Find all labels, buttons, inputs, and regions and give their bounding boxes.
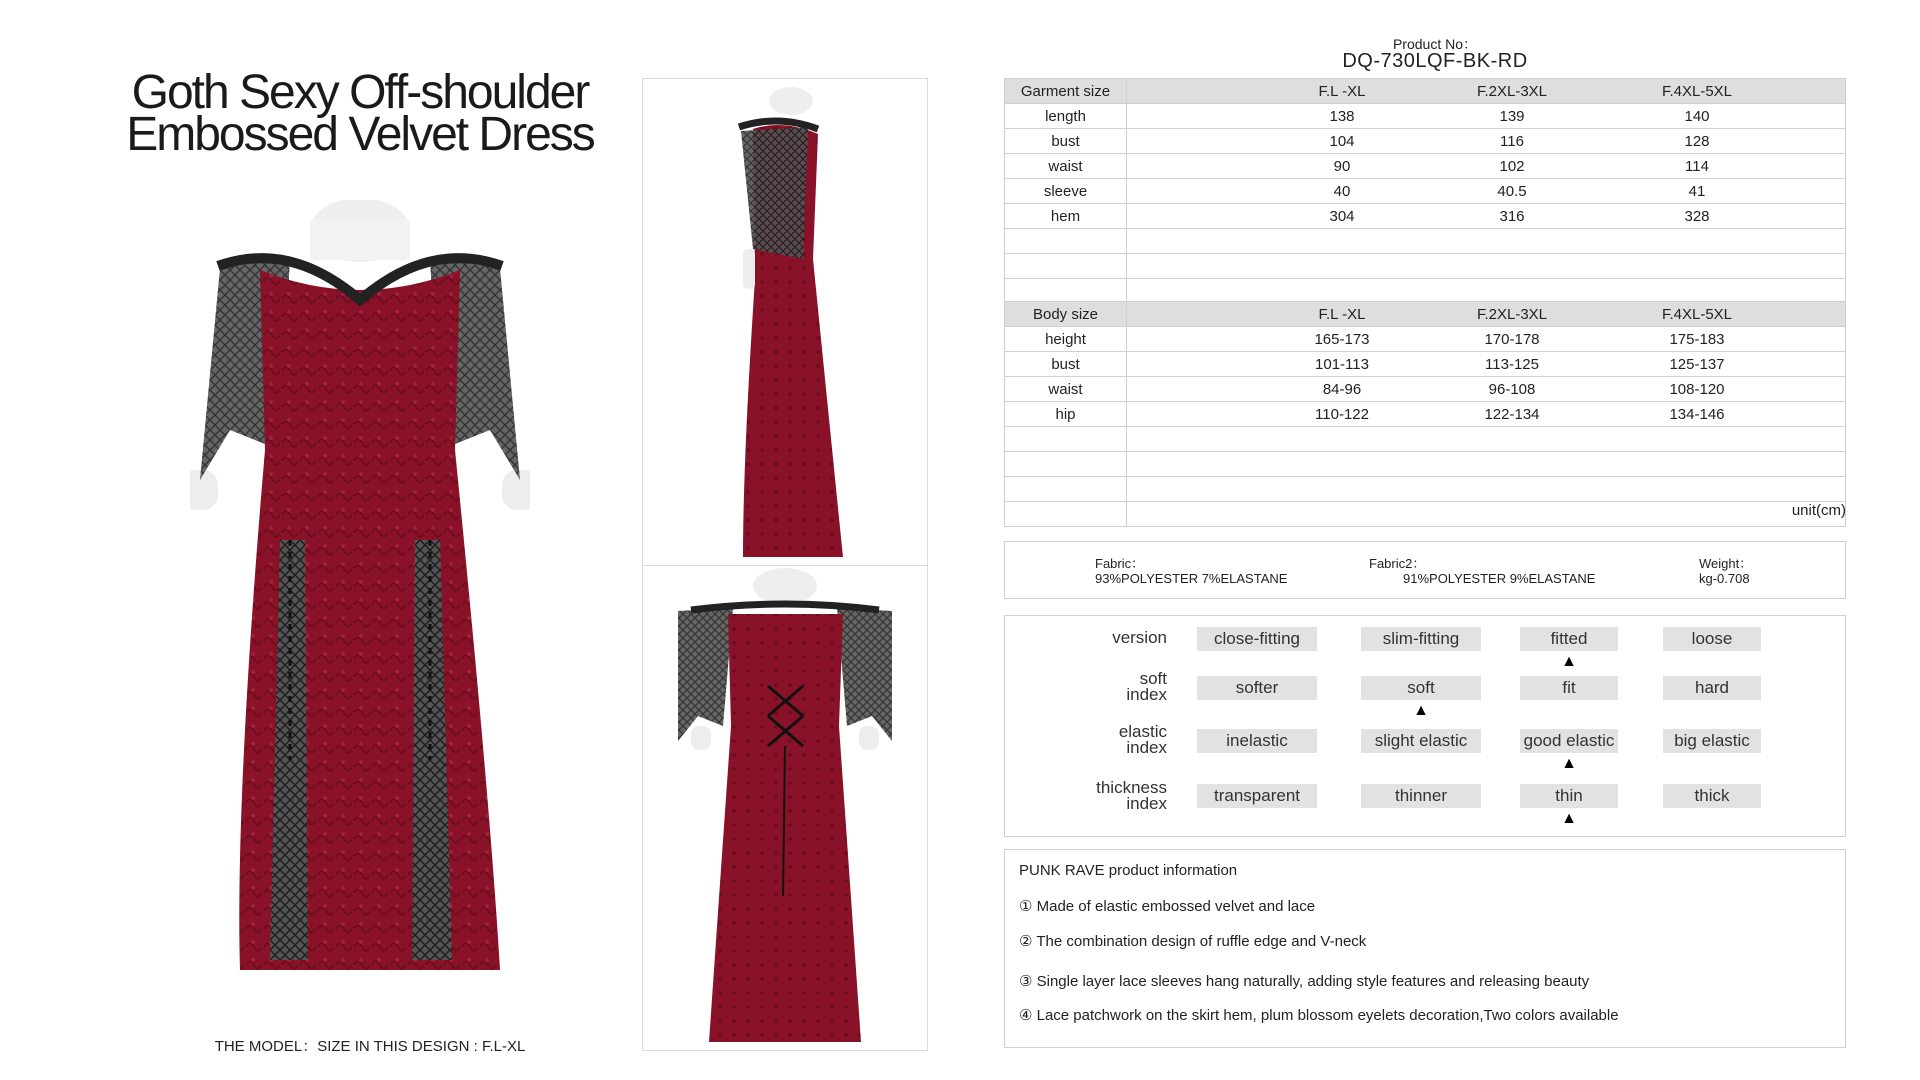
table-cell: 175-183 <box>1669 330 1725 348</box>
table-header-cell: F.2XL-3XL <box>1476 82 1548 100</box>
product-title <box>110 66 610 161</box>
version-label: version <box>1112 628 1167 647</box>
option-slight-elastic: slight elastic <box>1361 729 1481 753</box>
row-label: hip <box>1005 402 1127 427</box>
body-size-table <box>1004 301 1846 527</box>
table-row <box>1005 154 1846 179</box>
fit-index-box <box>1004 615 1846 837</box>
option-fitted: fitted <box>1520 627 1618 651</box>
table-cell: 140 <box>1684 107 1710 125</box>
product-number-label: Product No： <box>1392 36 1478 52</box>
table-cell: 110-122 <box>1315 405 1369 423</box>
table-header-cell: F.L -XL <box>1318 82 1366 100</box>
fabric-2-value: 91%POLYESTER 9%ELASTANE <box>1403 571 1596 586</box>
table-cell: 96-108 <box>1488 380 1536 398</box>
option-hard: hard <box>1663 676 1761 700</box>
table-row <box>1005 352 1846 377</box>
table-cell: 104 <box>1329 132 1355 150</box>
table-cell: 165-173 <box>1314 330 1370 348</box>
table-header-cell: F.L -XL <box>1318 305 1366 323</box>
selected-marker-icon: ▲ <box>1561 653 1577 670</box>
empty-row <box>1005 254 1846 279</box>
table-cell: 134-146 <box>1669 405 1725 423</box>
selected-marker-icon: ▲ <box>1413 702 1429 719</box>
thickness-index-label: thickness index <box>1096 778 1167 813</box>
table-header-cell: F.4XL-5XL <box>1661 82 1733 100</box>
table-cell: 40.5 <box>1497 182 1527 200</box>
empty-row <box>1005 229 1846 254</box>
table-cell: 139 <box>1499 107 1525 125</box>
front-view-image <box>190 200 530 980</box>
back-view-image <box>642 565 928 1051</box>
table-cell: 84-96 <box>1322 380 1362 398</box>
table-row <box>1005 204 1846 229</box>
option-thinner: thinner <box>1361 784 1481 808</box>
table-header-cell: F.2XL-3XL <box>1476 305 1548 323</box>
table-cell: 102 <box>1499 157 1525 175</box>
option-inelastic: inelastic <box>1197 729 1317 753</box>
table-header-cell: F.4XL-5XL <box>1661 305 1733 323</box>
weight <box>1699 556 1752 586</box>
table-cell: 122-134 <box>1484 405 1540 423</box>
table-cell: 114 <box>1685 157 1709 175</box>
table-row <box>1005 179 1846 204</box>
row-label: waist <box>1005 154 1127 179</box>
table-header-row <box>1005 79 1846 104</box>
empty-row <box>1005 502 1846 527</box>
table-cell: 113-125 <box>1485 355 1539 373</box>
unit-label: unit(cm) <box>1791 502 1846 519</box>
option-softer: softer <box>1197 676 1317 700</box>
model-size-note: THE MODEL：SIZE IN THIS DESIGN : F.L-XL <box>214 1038 526 1055</box>
table-cell: 170-178 <box>1484 330 1540 348</box>
row-label: sleeve <box>1005 179 1127 204</box>
table-cell: 304 <box>1329 207 1355 225</box>
table-row <box>1005 402 1846 427</box>
empty-row <box>1005 427 1846 452</box>
option-slim-fitting: slim-fitting <box>1361 627 1481 651</box>
row-label: length <box>1005 104 1127 129</box>
row-label: bust <box>1005 352 1127 377</box>
option-thick: thick <box>1663 784 1761 808</box>
side-view-image <box>642 78 928 566</box>
info-heading: PUNK RAVE product information <box>1019 862 1238 879</box>
title-line-1: Goth Sexy Off-shoulder <box>131 66 589 119</box>
option-big-elastic: big elastic <box>1663 729 1761 753</box>
empty-row <box>1005 279 1846 304</box>
table-row <box>1005 327 1846 352</box>
row-label: height <box>1005 327 1127 352</box>
fabric-info-box <box>1004 541 1846 599</box>
table-row <box>1005 129 1846 154</box>
table-cell: 316 <box>1499 207 1525 225</box>
table-header-cell: Garment size <box>1005 79 1127 104</box>
row-label: waist <box>1005 377 1127 402</box>
info-item: ④ Lace patchwork on the skirt hem, plum blossom eyelets decoration,Two colors available <box>1019 1007 1619 1024</box>
fabric-1-label: Fabric： <box>1095 556 1145 571</box>
option-transparent: transparent <box>1197 784 1317 808</box>
weight-value: kg-0.708 <box>1699 571 1750 586</box>
table-cell: 116 <box>1500 132 1524 150</box>
weight-label: Weight： <box>1699 556 1753 571</box>
table-cell: 90 <box>1333 157 1351 175</box>
option-soft: soft <box>1361 676 1481 700</box>
option-loose: loose <box>1663 627 1761 651</box>
table-cell: 138 <box>1329 107 1355 125</box>
table-header-row <box>1005 302 1846 327</box>
table-cell: 41 <box>1688 182 1706 200</box>
table-row <box>1005 377 1846 402</box>
selected-marker-icon: ▲ <box>1561 810 1577 827</box>
fabric-1-value: 93%POLYESTER 7%ELASTANE <box>1095 571 1288 586</box>
product-info-box <box>1004 849 1846 1048</box>
row-label: bust <box>1005 129 1127 154</box>
row-label: hem <box>1005 204 1127 229</box>
info-item: ① Made of elastic embossed velvet and lace <box>1019 898 1316 915</box>
empty-row <box>1005 452 1846 477</box>
garment-size-table <box>1004 78 1846 304</box>
table-cell: 108-120 <box>1669 380 1725 398</box>
table-cell: 40 <box>1333 182 1351 200</box>
selected-marker-icon: ▲ <box>1561 755 1577 772</box>
fabric-1 <box>1095 556 1287 586</box>
table-cell: 128 <box>1684 132 1710 150</box>
product-number: DQ-730LQF-BK-RD <box>1342 50 1528 72</box>
elastic-index-label: elastic index <box>1118 722 1167 757</box>
info-item: ② The combination design of ruffle edge and V-neck <box>1019 933 1367 950</box>
table-cell: 101-113 <box>1315 355 1369 373</box>
table-cell: 125-137 <box>1669 355 1725 373</box>
soft-index-label: soft index <box>1126 669 1167 704</box>
option-close-fitting: close-fitting <box>1197 627 1317 651</box>
info-item: ③ Single layer lace sleeves hang naturally, adding style features and releasing beauty <box>1019 973 1590 990</box>
option-thin: thin <box>1520 784 1618 808</box>
table-header-cell: Body size <box>1005 302 1127 327</box>
empty-row <box>1005 477 1846 502</box>
table-row <box>1005 104 1846 129</box>
title-line-2: Embossed Velvet Dress <box>126 108 594 161</box>
table-cell: 328 <box>1684 207 1710 225</box>
fabric-2-label: Fabric2： <box>1369 556 1426 571</box>
option-good-elastic: good elastic <box>1520 729 1618 753</box>
option-fit: fit <box>1520 676 1618 700</box>
fabric-2 <box>1369 556 1595 586</box>
